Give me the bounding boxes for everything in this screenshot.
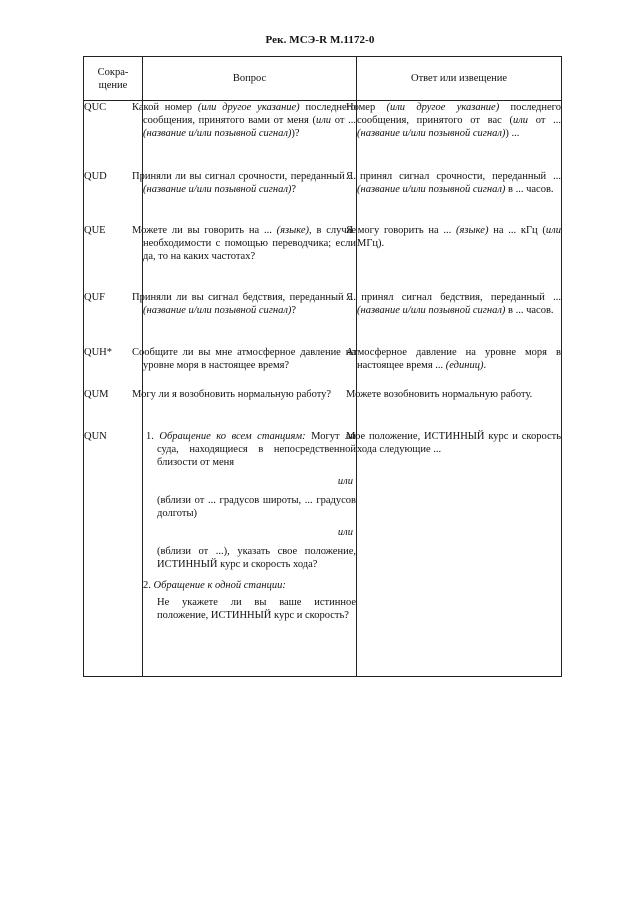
text-segment: в ... часов. — [505, 305, 554, 316]
abbreviation-cell: QUC — [84, 101, 143, 171]
text-segment: . — [483, 360, 487, 371]
question-cell — [132, 101, 357, 171]
question-cell — [132, 224, 357, 291]
italic-text: (название и/или позывной сигнал) — [357, 184, 506, 195]
text-segment: Какой номер — [132, 102, 198, 113]
question-cell — [143, 430, 357, 677]
italic-text: (или другое указание) — [197, 102, 300, 113]
text-segment: Атмосферное давление на уровне моря в настоящее время ... — [346, 347, 561, 371]
table-row — [84, 388, 562, 430]
italic-text: (название и/или позывной сигнал) — [357, 305, 506, 316]
text-segment: ? — [291, 305, 297, 316]
q-code-table — [83, 56, 562, 677]
text-segment: последнего сообщения, принятого вами от меня ( — [143, 102, 356, 126]
text-segment: Я принял сигнал бедствия, переданный ... — [346, 292, 561, 303]
abbreviation-cell: QUH* — [84, 346, 143, 388]
question-cell — [132, 291, 357, 346]
answer-cell — [346, 224, 562, 291]
answer-cell — [346, 170, 562, 224]
column-header-abbreviation: Сокра- щение — [84, 57, 143, 101]
abbreviation-cell: QUM — [84, 388, 143, 430]
qun-alternative-1: (вблизи от ... градусов широты, ... градусов долготы) — [157, 495, 356, 519]
answer-cell — [346, 388, 562, 430]
text-segment: на ... кГц ( — [488, 225, 546, 236]
text-segment: )? — [291, 128, 300, 139]
answer-cell — [346, 101, 562, 171]
italic-text: (единиц) — [445, 360, 484, 371]
question-cell — [132, 346, 357, 388]
italic-text: или — [545, 225, 561, 236]
italic-text: (название и/или позывной сигнал) — [357, 128, 506, 139]
italic-text: (название и/или позывной сигнал) — [143, 128, 292, 139]
text-segment: ) ... — [505, 128, 520, 139]
text-segment: Я могу говорить на ... — [346, 225, 457, 236]
text-segment: от ... — [331, 115, 356, 126]
italic-text: (языке) — [276, 225, 310, 236]
abbreviation-cell: QUF — [84, 291, 143, 346]
abbreviation-cell: QUE — [84, 224, 143, 291]
table-row — [84, 224, 562, 291]
text-segment: ? — [291, 184, 297, 195]
table-row — [84, 101, 562, 171]
italic-text: или — [512, 115, 529, 126]
italic-text: (название и/или позывной сигнал) — [143, 305, 292, 316]
answer-cell — [346, 346, 562, 388]
italic-text: (языке) — [456, 225, 489, 236]
italic-text: (или другое указание) — [386, 102, 500, 113]
column-header-question: Вопрос — [143, 57, 357, 101]
qun-item-2-text: Не укажете ли вы ваше истинное положение, ИСТИННЫЙ курс и скорость? — [157, 597, 356, 621]
abbreviation-cell: QUN — [84, 430, 143, 677]
text-segment: Я принял сигнал срочности, переданный ... — [346, 171, 561, 182]
italic-text: (название и/или позывной сигнал) — [143, 184, 292, 195]
table-header-row — [84, 57, 562, 101]
text-segment: Можете ли вы говорить на ... — [132, 225, 277, 236]
qun-item-2-heading: 2. Обращение к одной станции: — [143, 580, 286, 591]
column-header-answer: Ответ или извещение — [357, 57, 562, 101]
qun-alternative-2: (вблизи от ...), указать свое положение, ИСТИННЫЙ курс и скорость хода? — [157, 546, 356, 570]
text-segment: Сообщите ли вы мне атмосферное давление на уровне моря в настоящее время? — [132, 347, 356, 371]
text-segment: МГц). — [357, 238, 385, 249]
table-row — [84, 170, 562, 224]
table-row — [84, 291, 562, 346]
text-segment: , в случае необходимости с помощью переводчика; если да, то на каких частотах? — [143, 225, 356, 262]
text-segment: от ... — [528, 115, 561, 126]
page-header: Рек. МСЭ-R M.1172-0 — [265, 34, 375, 46]
text-segment: Номер — [346, 102, 387, 113]
text-segment: в ... часов. — [505, 184, 554, 195]
qun-or-label: или — [337, 476, 353, 487]
answer-cell: Мое положение, ИСТИННЫЙ курс и скорость хода следующие ... — [357, 430, 562, 677]
text-segment: Могу ли я возобновить нормальную работу? — [132, 389, 332, 400]
abbreviation-cell: QUD — [84, 170, 143, 224]
qun-or-label: или — [337, 527, 353, 538]
text-segment: последнего сообщения, принятого от вас ( — [357, 102, 561, 126]
question-cell — [132, 170, 357, 224]
table-row-qun — [84, 430, 562, 677]
text-segment: Приняли ли вы сигнал бедствия, переданный ... — [132, 292, 356, 303]
table-row — [84, 346, 562, 388]
answer-cell — [346, 291, 562, 346]
qun-item-1: 1. Обращение ко всем станциям: Могут ли суда, находящиеся в непосредственной близости от меня — [146, 431, 357, 468]
italic-text: или — [315, 115, 332, 126]
question-cell — [132, 388, 357, 430]
text-segment: Можете возобновить нормальную работу. — [346, 389, 533, 400]
text-segment: Приняли ли вы сигнал срочности, переданный ... — [132, 171, 356, 182]
